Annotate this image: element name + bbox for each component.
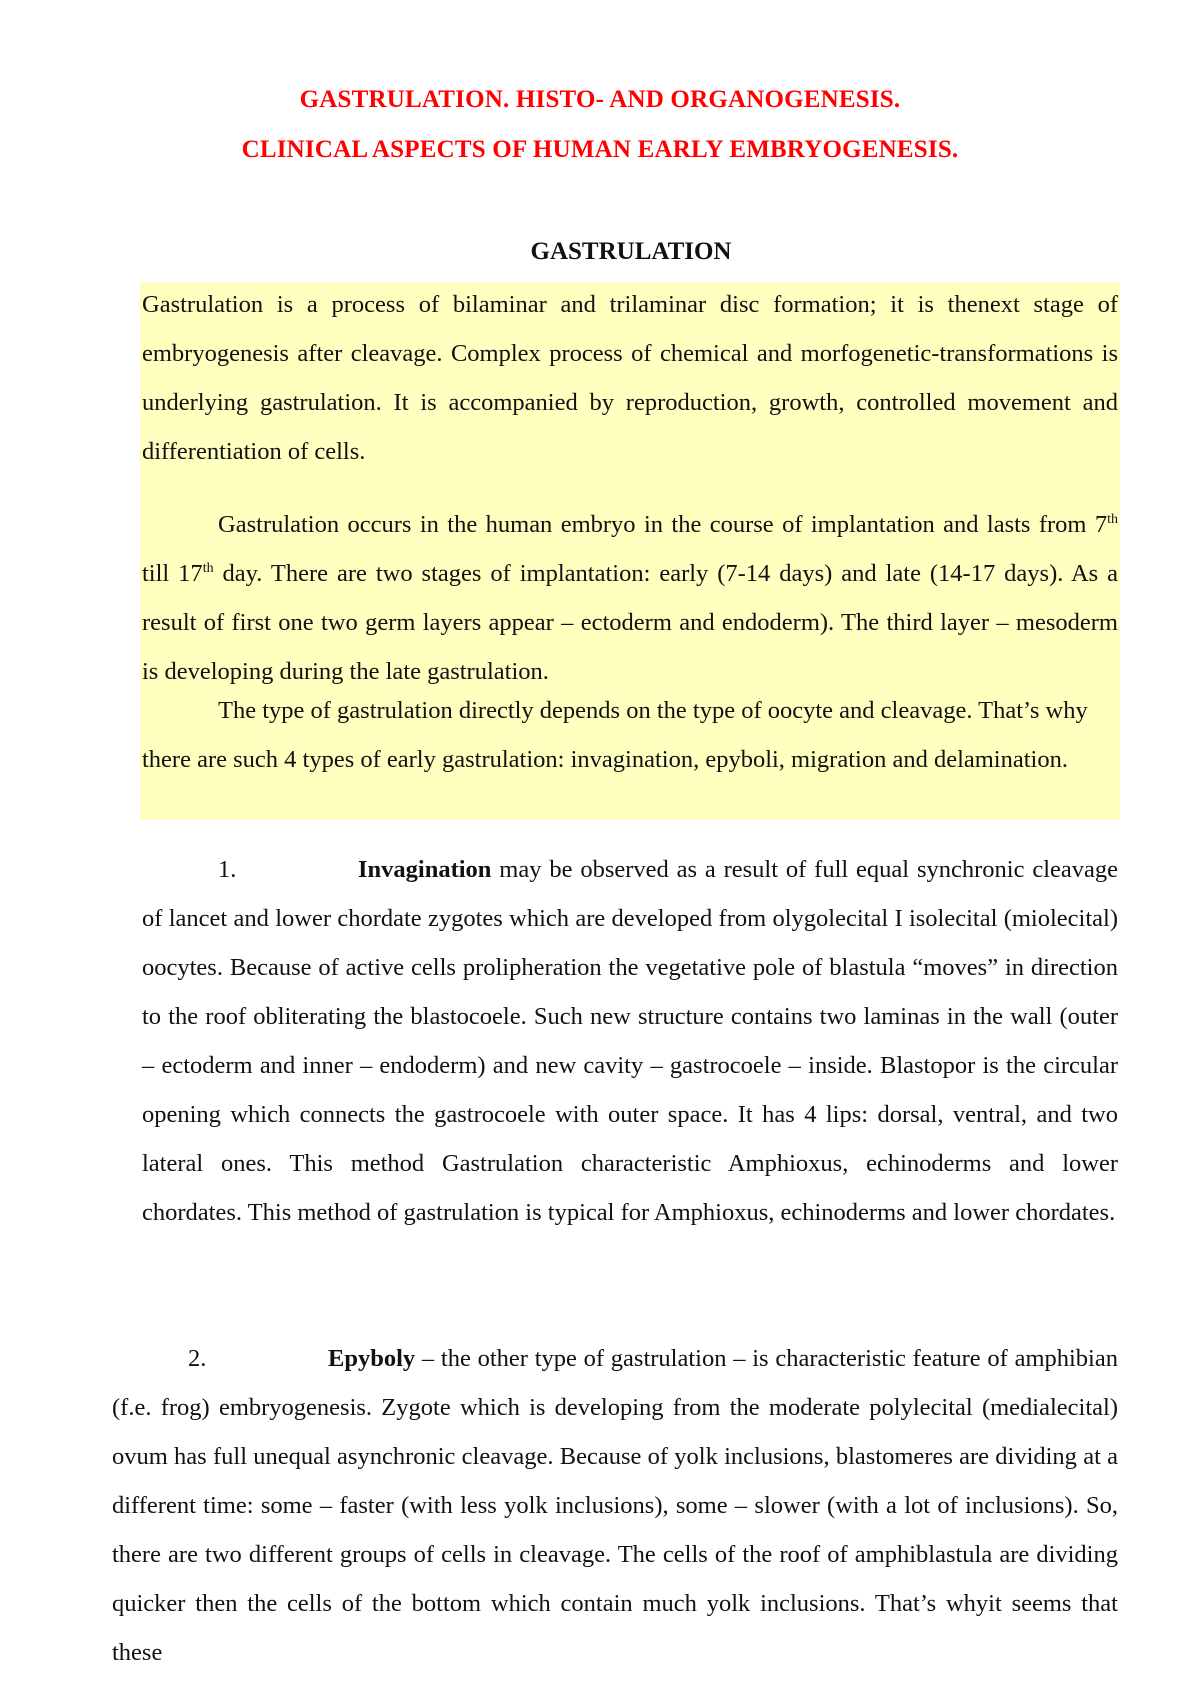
timing-superscript-1: th <box>1107 511 1118 527</box>
timing-text-c: day. There are two stages of implantation: early (7-14 days) and late (14-17 days). As a result of first one two germ layers appear – ectoderm and endoderm). The third layer – mesoderm is developing during the late gastrulation. <box>142 560 1118 685</box>
intro-paragraph: Gastrulation is a process of bilaminar and trilaminar disc formation; it is thenext stage of embryogenesis after cleavage. Complex process of chemical and morfogenetic-transformations is underlying gastrulation. It is accompanied by reproduction, growth, controlled movement and differentiation of cells. <box>142 291 1118 465</box>
list-item-number: 2. <box>188 1345 207 1372</box>
timing-text-a: Gastrulation occurs in the human embryo in the course of implantation and lasts from 7 <box>218 511 1108 538</box>
timing-superscript-2: th <box>202 560 214 576</box>
list-item-number: 1. <box>218 856 237 883</box>
types-paragraph: The type of gastrulation directly depends on the type of oocyte and cleavage. That’s why there are such 4 types of early gastrulation: invagination, epyboli, migration and delamination. <box>142 697 1088 773</box>
timing-text-b: till 17 <box>142 560 203 587</box>
list-item-term: Invagination <box>358 856 492 883</box>
section-heading: GASTRULATION <box>530 238 732 265</box>
list-item-text: – the other type of gastrulation – is characteristic feature of amphibian (f.e. frog) embryogenesis. Zygote which is developing from the moderate polylecital (medialecital) ovum has full unequal asynchronic cleavage. Because of yolk inclusions, blastomeres are dividing at a different time: some – faster (with less yolk inclusions), some – slower (with a lot of inclusions). So, there are two different groups of cells in cleavage. The cells of the roof of amphiblastula are dividing quicker then the cells of the bottom which contain much yolk inclusions. That’s whyit seems that these <box>112 1345 1118 1666</box>
document-title-line-2: CLINICAL ASPECTS OF HUMAN EARLY EMBRYOGENESIS. <box>241 136 959 163</box>
list-item-term: Epyboly <box>328 1345 416 1372</box>
list-item-epyboly <box>112 1334 1118 1677</box>
timing-paragraph <box>142 500 1118 696</box>
list-item-invagination <box>142 845 1118 1237</box>
document-title-line-1: GASTRULATION. HISTO- AND ORGANOGENESIS. <box>299 86 901 113</box>
list-item-text: may be observed as a result of full equal synchronic cleavage of lancet and lower chordate zygotes which are developed from olygolecital I isolecital (miolecital) oocytes. Because of active cells prolipheration the vegetative pole of blastula “moves” in direction to the roof obliterating the blastocoele. Such new structure contains two laminas in the wall (outer – ectoderm and inner – endoderm) and new cavity – gastrocoele – inside. Blastopor is the circular opening which connects the gastrocoele with outer space. It has 4 lips: dorsal, ventral, and two lateral ones. This method Gastrulation characteristic Amphioxus, echinoderms and lower chordates. This method of gastrulation is typical for Amphioxus, echinoderms and lower chordates. <box>142 856 1118 1226</box>
